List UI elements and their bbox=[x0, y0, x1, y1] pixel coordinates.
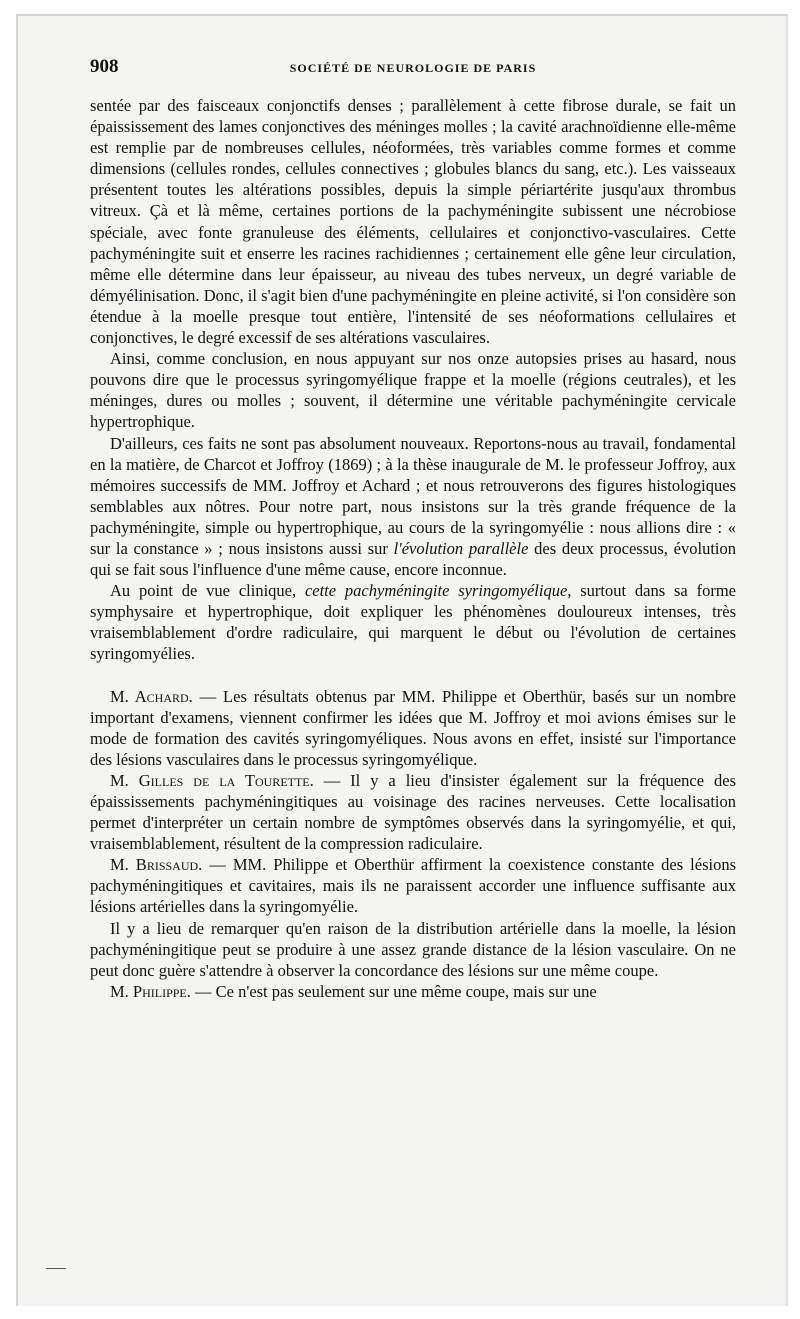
margin-mark bbox=[46, 1268, 66, 1269]
text-run: surtout dans sa forme symphysaire et hypertrophique, doit expliquer les phénomènes douloureux intenses, très vraisemblablement d'ordre radiculaire, qui marquent le début ou l'évolution de certaines syringomyélies. bbox=[90, 581, 736, 664]
speaker-text: — Il y a lieu d'insister également sur la fréquence des épaississements pachyméningitiques au voisinage des racines nerveuses. Cette localisation permet d'interpréter un certain nombre de symptômes observés dans la syringomyélie, et qui, vraisemblablement, résultent de la compression radiculaire. bbox=[90, 770, 736, 854]
discussion-achard bbox=[90, 686, 736, 770]
speaker-text: — Les résultats obtenus par MM. Philippe et Oberthür, basés sur un nombre important d'examens, viennent confirmer les idées que M. Joffroy et moi avions émises sur le mode de formation des cavités syringomyéliques. Nous avons en effet, insisté sur l'importance des lésions vasculaires dans le processus syringomyélique. bbox=[90, 686, 737, 769]
speaker-name: M. Achard. bbox=[110, 686, 193, 706]
speaker-name: M. Gilles de la Tourette. bbox=[110, 770, 314, 790]
paragraph-conclusion: Ainsi, comme conclusion, en nous appuyant sur nos onze autopsies prises au hasard, nous pouvons dire que le processus syringomyélique frappe et la moelle (régions ceutrales), et les méninges, dures ou molles ; souvent, il détermine une véritable pachyméningite cervicale hypertrophique. bbox=[90, 349, 736, 432]
discussion-gilles-de-la-tourette bbox=[90, 770, 736, 854]
running-head: SOCIÉTÉ DE NEUROLOGIE DE PARIS bbox=[289, 61, 537, 75]
text-run: Au point de vue clinique, bbox=[110, 581, 305, 601]
text-run: D'ailleurs, ces faits ne sont pas absolument nouveaux. Reportons-nous au travail, fondamental en la matière, de Charcot et Joffroy (1869) ; à la thèse inaugurale de M. le professeur Joffroy, aux mémoires successifs de MM. Joffroy et Achard ; et nous retrouverons des figures histologiques semblables aux nôtres. Pour notre part, nous insistons sur la très grande fréquence de la pachyméningite, simple ou hypertrophique, au cours de la syringomyélie : nous allions dire : « sur la constance » ; nous insistons aussi sur bbox=[90, 433, 736, 558]
speaker-name: M. Philippe. bbox=[110, 981, 191, 1001]
page-header bbox=[90, 56, 736, 86]
section-gap bbox=[90, 665, 736, 686]
text-run: des deux processus, évolution qui se fait sous l'influence d'une même cause, encore inconnue. bbox=[90, 538, 736, 580]
speaker-text: — Ce n'est pas seulement sur une même coupe, mais sur une bbox=[190, 981, 597, 1001]
paragraph-clinical bbox=[90, 580, 736, 664]
speaker-name: M. Brissaud. bbox=[110, 855, 203, 875]
page-number: 908 bbox=[90, 56, 119, 77]
paragraph-continuation: sentée par des faisceaux conjonctifs denses ; parallèlement à cette fibrose durale, se fait un épaississement des lames conjonctives des méninges molles ; la cavité arachnoïdienne elle-même est remplie par de nombreuses cellules, néoformées, très variables comme formes et comme dimensions (cellules rondes, cellules connectives ; globules blancs du sang, etc.). Les vaisseaux présentent toutes les altérations possibles, depuis la simple périartérite jusqu'aux thrombus vitreux. Çà et là même, certaines portions de la pachyméningite subissent une nécrobiose spéciale, avec fonte granuleuse des éléments, cellulaires et conjonctivo-vasculaires. Cette pachyméningite suit et enserre les racines rachidiennes ; certainement elle gêne leur circulation, même elle détermine dans leur épaisseur, au niveau des tubes nerveux, un degré variable de démyélinisation. Donc, il s'agit bien d'une pachyméningite en pleine activité, si l'on considère son étendue à la moelle presque tout entière, l'intensité de ses néoformations cellulaires et conjonctives, le degré excessif de ses altérations vasculaires. bbox=[90, 96, 736, 348]
paragraph-prior-work bbox=[90, 433, 736, 581]
discussion-philippe bbox=[90, 981, 736, 1002]
body-text bbox=[90, 95, 736, 1002]
italic-phrase: l'évolution parallèle bbox=[393, 538, 529, 558]
italic-phrase: cette pachyméningite syringomyélique, bbox=[304, 581, 572, 601]
discussion-brissaud bbox=[90, 854, 736, 917]
speaker-text: — MM. Philippe et Oberthür affirment la coexistence constante des lésions pachyméningitiques et cavitaires, mais ils ne paraissent accorder une influence suffisante aux lésions artérielles dans la syringomyélie. bbox=[90, 855, 736, 917]
discussion-brissaud-continued: Il y a lieu de remarquer qu'en raison de la distribution artérielle dans la moelle, la lésion pachyméningitique peut se produire à une assez grande distance de la lésion vasculaire. On ne peut donc guère s'attendre à observer la concordance des lésions sur une même coupe. bbox=[90, 918, 736, 980]
